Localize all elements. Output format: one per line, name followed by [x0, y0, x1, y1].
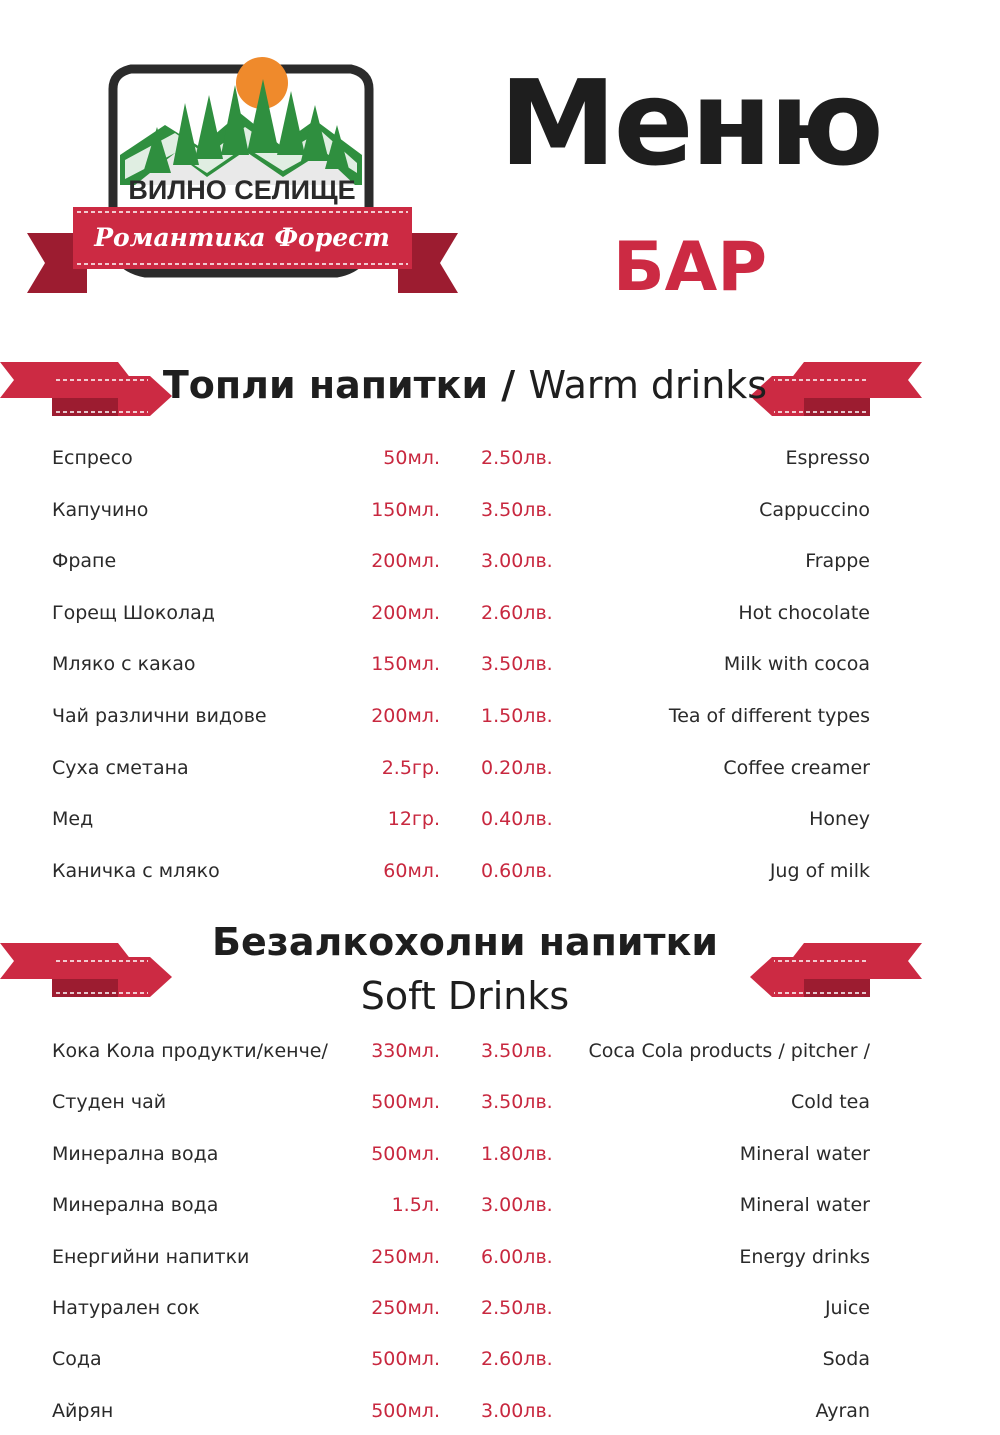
menu-row	[0, 546, 1000, 576]
item-name-en: Cappuccino	[759, 498, 870, 521]
menu-row	[0, 804, 1000, 834]
item-name: Натурален сок	[52, 1297, 200, 1319]
item-name-en: Honey	[809, 808, 870, 831]
item-price: 3.00лв.	[481, 1399, 553, 1422]
item-name: Чай различни видове	[52, 705, 267, 727]
item-name: Еспресо	[52, 447, 133, 469]
item-quantity: 150мл.	[371, 653, 440, 676]
item-name: Суха сметана	[52, 756, 189, 779]
menu-row	[0, 701, 1000, 731]
menu-row	[0, 1087, 1000, 1117]
item-name-en: Coffee creamer	[723, 756, 870, 779]
item-price: 1.80лв.	[481, 1142, 553, 1165]
item-name-en: Espresso	[785, 447, 870, 469]
item-name: Мед	[52, 808, 94, 831]
item-name-en: Milk with cocoa	[723, 653, 870, 676]
item-price: 2.60лв.	[481, 1348, 553, 1371]
item-name: Енергийни напитки	[52, 1245, 250, 1268]
menu-row	[0, 443, 1000, 473]
warm-drinks-heading	[160, 362, 770, 408]
item-quantity: 200мл.	[371, 601, 440, 624]
item-name: Минерална вода	[52, 1194, 219, 1217]
ribbon-right-soft	[750, 941, 922, 997]
logo-line1: ВИЛНО СЕЛИЩЕ	[128, 175, 356, 205]
item-price: 3.00лв.	[481, 550, 553, 573]
item-price: 2.50лв.	[481, 447, 553, 469]
warm-drinks-title-bg: Топли напитки /	[162, 363, 516, 407]
page-title: Меню	[499, 54, 881, 192]
item-name-en: Tea of different types	[668, 705, 870, 727]
menu-row	[0, 753, 1000, 783]
item-name-en: Hot chocolate	[738, 601, 870, 624]
item-quantity: 500мл.	[371, 1142, 440, 1165]
item-quantity: 50мл.	[383, 447, 440, 469]
item-name: Айрян	[52, 1399, 114, 1422]
item-quantity: 500мл.	[371, 1091, 440, 1114]
item-quantity: 2.5гр.	[381, 756, 440, 779]
menu-row	[0, 1344, 1000, 1374]
item-price: 1.50лв.	[481, 705, 553, 727]
menu-row	[0, 649, 1000, 679]
menu-row	[0, 495, 1000, 525]
menu-row	[0, 1242, 1000, 1272]
item-name-en: Mineral water	[739, 1194, 870, 1217]
item-quantity: 150мл.	[371, 498, 440, 521]
item-name-en: Juice	[824, 1297, 870, 1319]
menu-row	[0, 1036, 1000, 1066]
item-price: 3.00лв.	[481, 1194, 553, 1217]
item-price: 2.50лв.	[481, 1297, 553, 1319]
item-price: 2.60лв.	[481, 601, 553, 624]
menu-row	[0, 1293, 1000, 1323]
ribbon-right-warm	[750, 360, 922, 416]
menu-row	[0, 1190, 1000, 1220]
item-name-en: Coca Cola products / pitcher /	[588, 1040, 870, 1062]
item-price: 6.00лв.	[481, 1245, 553, 1268]
soft-drinks-title-bg: Безалкохолни напитки	[212, 920, 718, 964]
resort-logo	[25, 55, 460, 305]
warm-drinks-title-en: Warm drinks	[528, 363, 768, 407]
item-quantity: 330мл.	[371, 1040, 440, 1062]
logo-line2: Романтика Форест	[94, 223, 390, 252]
item-name: Каничка с мляко	[52, 859, 220, 882]
item-quantity: 200мл.	[371, 705, 440, 727]
item-name: Студен чай	[52, 1091, 167, 1114]
item-price: 0.40лв.	[481, 808, 553, 831]
soft-drinks-title-en: Soft Drinks	[360, 974, 570, 1018]
item-quantity: 500мл.	[371, 1399, 440, 1422]
item-name: Сода	[52, 1348, 102, 1371]
item-name-en: Ayran	[815, 1399, 870, 1422]
ribbon-left-warm	[0, 360, 172, 416]
item-price: 3.50лв.	[481, 498, 553, 521]
item-price: 3.50лв.	[481, 1040, 553, 1062]
menu-row	[0, 856, 1000, 886]
item-name-en: Mineral water	[739, 1142, 870, 1165]
page-subtitle: БАР	[612, 228, 768, 307]
item-name: Мляко с какао	[52, 653, 196, 676]
menu-row	[0, 598, 1000, 628]
item-name-en: Frappe	[805, 550, 870, 573]
item-price: 3.50лв.	[481, 1091, 553, 1114]
item-quantity: 1.5л.	[391, 1194, 440, 1217]
item-quantity: 250мл.	[371, 1245, 440, 1268]
item-name: Минерална вода	[52, 1142, 219, 1165]
menu-row	[0, 1396, 1000, 1426]
ribbon-left-soft	[0, 941, 172, 997]
menu-row	[0, 1139, 1000, 1169]
item-name: Горещ Шоколад	[52, 601, 215, 624]
item-quantity: 250мл.	[371, 1297, 440, 1319]
item-name-en: Cold tea	[790, 1091, 870, 1114]
item-name-en: Jug of milk	[769, 859, 870, 882]
item-quantity: 500мл.	[371, 1348, 440, 1371]
item-name: Кока Кола продукти/кенче/	[52, 1040, 328, 1062]
item-name-en: Soda	[822, 1348, 870, 1371]
item-quantity: 200мл.	[371, 550, 440, 573]
item-name: Капучино	[52, 498, 149, 521]
item-price: 0.20лв.	[481, 756, 553, 779]
item-price: 3.50лв.	[481, 653, 553, 676]
item-price: 0.60лв.	[481, 859, 553, 882]
soft-drinks-heading	[160, 915, 770, 1023]
item-quantity: 12гр.	[387, 808, 440, 831]
item-name-en: Energy drinks	[739, 1245, 870, 1268]
item-name: Фрапе	[52, 550, 117, 573]
item-quantity: 60мл.	[383, 859, 440, 882]
